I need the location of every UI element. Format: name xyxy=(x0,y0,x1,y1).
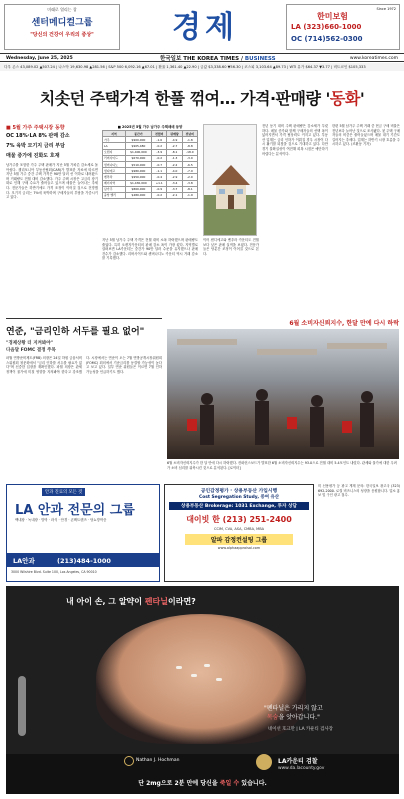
table-cell: $905,480 xyxy=(125,143,151,149)
table-cell: 남가주 xyxy=(103,186,126,192)
psa-slogan-highlight: 죽일 수 xyxy=(219,780,240,787)
table-cell: 리버사이드 xyxy=(103,155,126,161)
table-cell: -4.9 xyxy=(167,137,182,143)
appraisal-firm: 알파 감정컨설팅 그룹 xyxy=(185,534,293,545)
appraisal-phone: 대이빗 한 (213) 251-2400 xyxy=(186,515,292,524)
right-ad-brand: 한미보험 xyxy=(317,12,348,21)
table-cell: $1,400,000 xyxy=(125,149,151,155)
psa-org-url[interactable]: www.da.lacounty.gov xyxy=(278,766,325,771)
pill-graphic xyxy=(216,678,222,681)
house-graphic xyxy=(204,125,257,236)
psa-org: LA카운티 검찰 xyxy=(278,758,318,765)
shopping-mall-photo xyxy=(167,329,399,459)
da-badge-icon xyxy=(256,754,272,770)
table-cell: -6.5 xyxy=(182,161,197,167)
fed-article-kicker-2: 다음달 FOMC 결정 주목 xyxy=(6,348,56,353)
fed-article[interactable] xyxy=(6,324,162,480)
table-cell: -0.2 xyxy=(152,143,167,149)
table-cell: $510,000 xyxy=(125,161,151,167)
psa-quote-post: 을 앗아갑니다." xyxy=(278,714,320,721)
appraisal-title-kr: 공인감정평가 · 상용부동산 가입시행 xyxy=(200,489,278,494)
right-ad-since: Since 1972 xyxy=(376,7,396,11)
table-cell: -7.9 xyxy=(182,168,197,174)
table-cell: +1.1 xyxy=(152,180,167,186)
table-row xyxy=(103,192,198,198)
fentanyl-psa-ad[interactable] xyxy=(6,586,399,794)
headline-highlight: 동화 xyxy=(329,89,360,108)
table-cell: -8.1 xyxy=(167,149,182,155)
article-column: 전년 동기 대비 주택 판매량은 감소세가 뚜렷하다. 매물 증가와 함께 구매자들의 선택 폭이 넓어지면서 가격 협상력도 커지고 있다. 부동산 업계는 금리 인하가 이뤄질 경우 시장이 다시 활기를 되찾을 것으로 기대하고 있다. 다만 경기 불확실성이 여전해 회복 시점은 예단하기 어렵다는 분석이다. xyxy=(262,124,328,156)
appraisal-ad[interactable] xyxy=(164,484,314,582)
table-cell: -1.6 xyxy=(152,137,167,143)
table-caption: ■ 2025년 5월 가주 남가주 주택매매 동향 xyxy=(117,125,183,129)
table-cell: -2.0 xyxy=(182,174,197,180)
appraisal-title-en: Cost Segregation Study, 중여 유산 xyxy=(198,495,280,500)
table-cell: -3.0 xyxy=(182,155,197,161)
appraisal-site: www.alphaappraisal.com xyxy=(217,546,261,550)
psa-question xyxy=(66,596,196,607)
table-cell: -0.4 xyxy=(152,174,167,180)
table-cell: $480,000 xyxy=(125,192,151,198)
psa-quote-line2 xyxy=(264,713,323,722)
table-cell: 베이지역 xyxy=(103,180,126,186)
psa-slogan xyxy=(6,778,399,787)
table-cell: -3.8 xyxy=(182,180,197,186)
masthead-left-ad[interactable] xyxy=(4,4,120,50)
ad-tag: 안과 진료의 모든 것 xyxy=(42,488,85,496)
table-cell: -4.0 xyxy=(167,168,182,174)
article-column: 이어 샌디에고와 벤추라 카운티도 전월보다 낮은 판매 실적을 보였다. 전문가들은 당분간 조정이 이어질 것으로 본다. xyxy=(203,238,259,256)
eye-clinic-ad[interactable] xyxy=(6,484,160,582)
small-notice: 미 신용평가 등 광고 게재 문의: 한국일보 광고국 (323) 692-2000. 로컬 비즈니스의 성장을 응원합니다. 업소 홍보 및 구인 광고 접수. xyxy=(318,484,400,498)
left-ad-tagline: "당신의 건강이 우리의 증상" xyxy=(30,32,94,38)
ad-services: 백내장 · 녹내장 · 망막 · 라식 · 안경 · 콘택트렌즈 · 당뇨망막증 xyxy=(15,518,107,522)
table-cell: $670,000 xyxy=(125,155,151,161)
psa-da-name: Nathan J. Hochman xyxy=(136,758,180,763)
table-cell: -1.1 xyxy=(152,168,167,174)
psa-quote xyxy=(264,704,323,722)
issue-date: Wednesday, June 25, 2025 xyxy=(6,55,73,61)
right-ad-oc-phone: OC (714)562-0300 xyxy=(291,35,363,43)
spoon-graphic xyxy=(18,676,26,736)
table-cell: -1.9 xyxy=(182,192,197,198)
headline-part2: ' xyxy=(359,89,365,108)
housing-article-lead xyxy=(6,124,98,314)
table-cell: 중앙 밸리 xyxy=(103,192,126,198)
table-cell: $980,000 xyxy=(125,168,151,174)
ad-address: 3000 Wilshire Blvd. Suite 100, Los Angeles, CA 90010 xyxy=(11,570,97,574)
psa-question-post: 이라면? xyxy=(167,597,196,606)
housing-stats-table xyxy=(102,130,198,199)
left-ad-brand: 센터메디컬그룹 xyxy=(31,18,93,28)
table-cell: -2.9 xyxy=(167,174,182,180)
article-body: 남가주를 포함한 가주 주택 판매가 지난 5월 가파른 감소세로 돌아섰다. 캘리포니아 부동산협회(CAR)가 발표한 자료에 따르면 지난 5월 가주 중간 주택 가격은 90만 달러 선 이하로 내려왔으며 거래량도 전월 대비 감소했다. 가주 주택 시장은 고금리 장기화로 인해 구매 수요가 줄어들고 있으며 매물은 늘어나는 추세다. 전문가들은 하반기에도 가격 조정이 이어질 것으로 전망했다. 모기지 금리는 7%에 육박하며 구매자들의 부담을 가중시키고 있다. xyxy=(6,163,98,200)
photo-caption: 6월 소비자신뢰지수가 한 달 만에 다시 하락했다. 컨퍼런스보드가 발표한 6월 소비자신뢰지수는 93.0으로 전월 대비 5.4포인트 내렸다. 관세와 물가에 대한 우려가 소비 심리를 위축시킨 것으로 분석된다. [로이터] xyxy=(167,461,397,470)
table-cell: -0.2 xyxy=(152,192,167,198)
article-subhead-1: OC 18%·LA 8% 판매 감소 xyxy=(6,133,70,139)
table-cell: -2.2 xyxy=(167,161,182,167)
paper-url[interactable]: www.koreatimes.com xyxy=(349,55,398,61)
table-cell: -2.7 xyxy=(167,143,182,149)
article-subhead-2: 7% 육박 모기지 금리 부담 xyxy=(6,143,65,149)
county-seal-icon xyxy=(124,756,134,766)
ad-clinic-name: LA 안과 전문의 그룹 xyxy=(15,503,135,518)
table-cell: 샌디에고 xyxy=(103,168,126,174)
article-column: 지난 5월 남가주 주택 가격은 전월 대비 소폭 하락했으며 판매량도 줄었다. 특히 오렌지카운티의 판매 감소 폭이 가장 컸다. 지역별로 살펴보면 LA카운티는 중간가 90만 달러 수준을 유지했으나 판매 건수가 감소했다. 리버사이드와 샌버나디노 카운티 역시 거래 감소를 기록했다. xyxy=(102,238,198,261)
left-ad-slogan: 미래로 열리는 창 xyxy=(47,7,77,12)
table-cell: $950,000 xyxy=(125,174,151,180)
table-cell: -3.7 xyxy=(167,186,182,192)
psa-quote-highlight: 목숨 xyxy=(266,714,279,721)
ad-brand-en: LA안과 xyxy=(13,557,35,565)
right-ad-la-phone: LA (323)660-1000 xyxy=(291,23,362,31)
main-headline[interactable] xyxy=(0,86,404,109)
table-cell: -3.4 xyxy=(167,180,182,186)
market-ticker: 다우 존스 43,089.02 ▲507.24 | 나스닥 19,630.98 ▲281.56 | S&P 500 6,092.16 ▲67.01 | 환율 1,361.40 ▲22.90 | 금값 $3,338.60 ▼56.30 | 코스피 3,103.64 ▲89.73 | WTI 유가 $64.37 ▼3.77 | 비트코인 $105,333 xyxy=(0,63,404,71)
table-cell: -0.7 xyxy=(152,161,167,167)
fed-article-title: 연준, "금리인하 서두를 필요 없어" xyxy=(6,327,145,337)
table-header: 전년비 xyxy=(182,131,197,137)
appraisal-credentials: CCIM, CVA, ASA, CMBA, MBA xyxy=(214,527,264,531)
pill-graphic xyxy=(176,666,182,669)
shoppers-graphic xyxy=(167,329,399,459)
masthead-right-ad[interactable] xyxy=(286,4,400,50)
table-cell: -0.2 xyxy=(152,155,167,161)
section-name-en: BUSINESS xyxy=(244,56,276,62)
table-cell: -2.1 xyxy=(167,192,182,198)
table-cell: $860,000 xyxy=(125,186,151,192)
ad-phone: (213)484-1000 xyxy=(57,557,111,565)
table-cell: 오렌지 xyxy=(103,149,126,155)
paper-name-kr: 한국일보 xyxy=(160,56,182,62)
fed-article-kicker-1: "경제상황 더 지켜봐야" xyxy=(6,341,53,346)
table-cell: 가주 xyxy=(103,137,126,143)
table-cell: -1.3 xyxy=(167,155,182,161)
pill-graphic xyxy=(204,664,210,667)
table-cell: -1.8 xyxy=(182,137,197,143)
psa-slogan-pre: 단 2mg으로 2분 만에 당신을 xyxy=(138,780,220,787)
table-cell: -0.9 xyxy=(152,186,167,192)
psa-footer xyxy=(6,754,399,794)
section-title: 경제 xyxy=(172,10,238,45)
table-header: 전월비 xyxy=(152,131,167,137)
table-cell: -8.8 xyxy=(182,143,197,149)
table-cell: 벤추라 xyxy=(103,174,126,180)
table-cell: 샌버나디노 xyxy=(103,161,126,167)
ad-contact-bar xyxy=(7,553,159,567)
table-cell: $900,000 xyxy=(125,137,151,143)
paper-name-en: THE KOREA TIMES xyxy=(183,56,240,62)
divider xyxy=(6,318,162,319)
psa-question-highlight: 펜타닐 xyxy=(144,597,168,606)
housing-photo xyxy=(203,124,257,236)
table-cell: -3.9 xyxy=(152,149,167,155)
psa-slogan-post: 있습니다. xyxy=(239,780,267,787)
table-header: 판매량 xyxy=(167,131,182,137)
table-cell: -8.1 xyxy=(182,186,197,192)
dateline xyxy=(0,53,404,62)
appraisal-brokerage: 상용부동산 Brokerage: 1031 Exchange, 투자 상담 xyxy=(169,502,309,510)
table-header: 중간가 xyxy=(125,131,151,137)
table-cell: $1,430,000 xyxy=(125,180,151,186)
paper-name: 한국일보 THE KOREA TIMES / BUSINESS xyxy=(160,56,276,62)
table-body xyxy=(103,137,198,199)
consumer-photo-box xyxy=(167,318,399,482)
table-cell: LA xyxy=(103,143,126,149)
table-header: 지역 xyxy=(103,131,126,137)
housing-stats-table-box xyxy=(102,124,198,234)
headline-part1: 치솟던 주택가격 한풀 꺾여… 가격·판매량 ' xyxy=(39,89,330,108)
article-kicker: ■ 5월 가주 주택시장 동향 xyxy=(6,125,65,131)
psa-question-pre: 내 아이 손, 그 알약이 xyxy=(66,597,145,606)
psa-byline: 네이선 호크만 | LA 카운티 검사장 xyxy=(268,727,333,732)
pill-graphic xyxy=(191,674,197,677)
psa-quote-line1: "펜타닐은 가리지 않고 xyxy=(264,705,323,712)
article-subhead-3: 매물 증가에 진화도 호재 xyxy=(6,153,60,159)
hands-graphic xyxy=(96,614,306,744)
photo-headline: 6월 소비자신뢰지수, 한달 만에 다시 하락 xyxy=(289,320,399,327)
article-column: 한편 5월 남가주 주택 거래 중 현금 구매 비율은 전년보다 늘어난 것으로 조사됐다. 첫 주택 구매자들의 비중은 줄어들었으며 매물 대기 기간도 길어지는 추세다. 업계는 하반기 시장 흐름을 주시하고 있다. (조환동 기자) xyxy=(332,124,400,147)
table-cell: -18.0 xyxy=(182,149,197,155)
fed-article-body: 파월 연방준비제도(FRB) 의장은 24일 하원 금융서비스위원회 청문회에서 "금리 인하를 서두를 필요가 없다"며 신중한 입장을 재확인했다. 파월 의장은 관세 정책이 물가에 미칠 영향을 지켜봐야 한다고 강조했다. 시장에서는 연준이 오는 7월 연방공개시장위원회(FOMC) 회의에서 기준금리를 동결할 가능성이 높다고 보고 있다. 일부 연준 위원들은 이르면 7월 인하 가능성을 언급하기도 했다. xyxy=(6,356,162,374)
